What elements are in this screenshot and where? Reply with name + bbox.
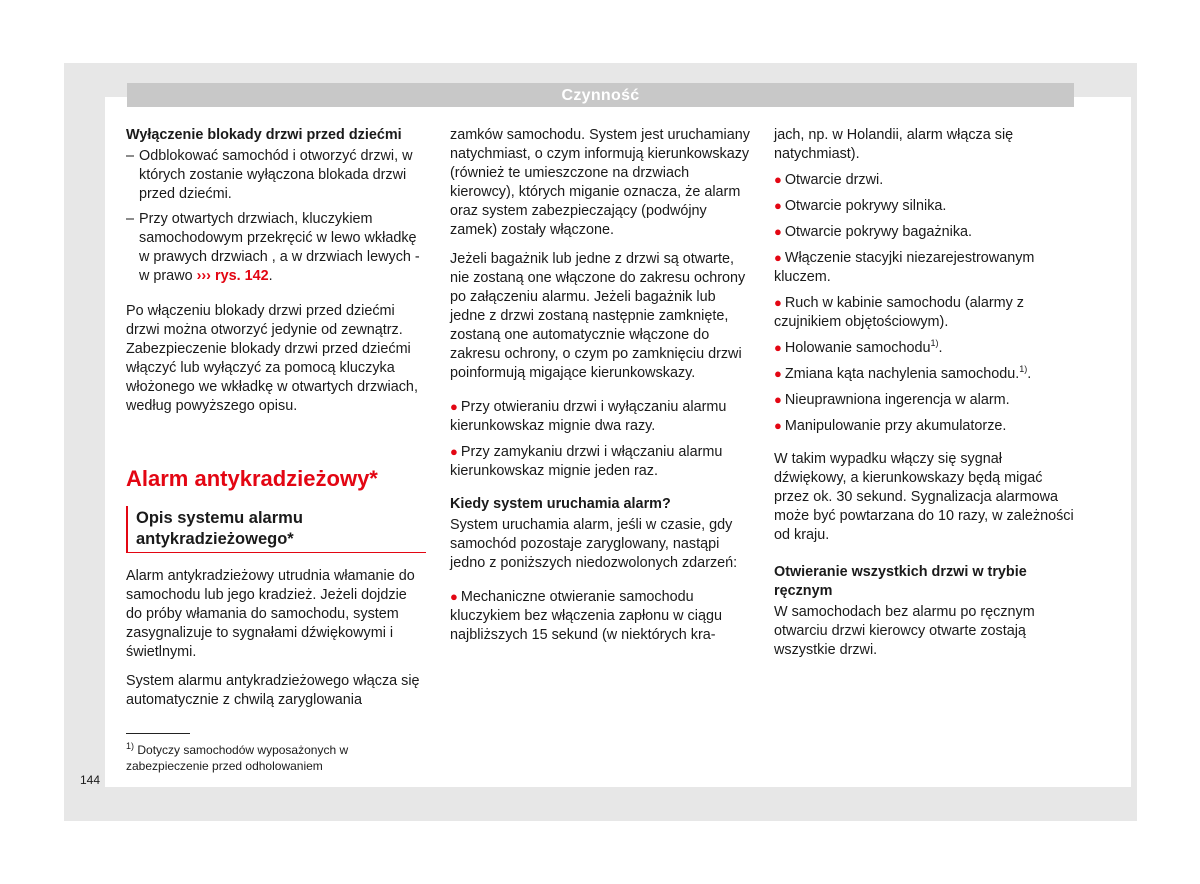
paragraph: W samochodach bez alarmu po ręcznym otwarciu drzwi kierowcy otwarte zostają wszystkie drzwi.: [774, 604, 1035, 658]
dash-item-text: Odblokować samochód i otworzyć drzwi, w których zostanie wyłączona blokada drzwi przed dziećmi.: [139, 148, 413, 202]
list-item: [450, 587, 750, 645]
column-3: [774, 126, 1074, 670]
bullet-icon: ●: [774, 198, 782, 213]
paragraph: Alarm antykradzieżowy utrudnia włamanie do samochodu lub jego kradzież. Jeżeli dojdzie do próby włamania do samochodu, system zasygnalizuje to sygnałami dźwiękowymi i świetlnymi.: [126, 568, 415, 660]
bullet-icon: ●: [774, 340, 782, 355]
figure-reference-link[interactable]: ››› rys. 142: [196, 268, 269, 284]
list-item-text: Przy otwieraniu drzwi i wyłączaniu alarmu kierunkowskaz mignie dwa razy.: [450, 399, 727, 434]
period: .: [268, 268, 273, 284]
list-item-text: Mechaniczne otwieranie samochodu kluczykiem bez włączenia zapłonu w ciągu najbliższych 15 sekund (w niektórych kra-: [450, 589, 722, 643]
paragraph: Po włączeniu blokady drzwi przed dziećmi drzwi można otworzyć jedynie od zewnątrz. Zabezpieczenie blokady drzwi przed dziećmi włączyć lub wyłączyć za pomocą kluczyka włożonego we wkładkę w otwartych drzwiach, według powyższego opisu.: [126, 303, 418, 414]
paragraph: System alarmu antykradzieżowego włącza się automatycznie z chwilą zaryglowania: [126, 673, 420, 708]
list-item-text: Otwarcie pokrywy silnika.: [784, 198, 947, 214]
footnote-mark: 1): [126, 741, 135, 751]
bullet-icon: ●: [774, 250, 782, 265]
bullet-icon: ●: [450, 589, 458, 604]
list-item: [774, 170, 1074, 190]
list-item-text: Otwarcie pokrywy bagażnika.: [784, 224, 973, 240]
list-item-text: Nieuprawniona ingerencja w alarm.: [784, 392, 1010, 408]
bullet-icon: ●: [774, 392, 782, 407]
footnote-divider: [126, 733, 190, 734]
bullet-icon: ●: [774, 172, 782, 187]
list-item: [774, 222, 1074, 242]
dash-marker: –: [126, 211, 135, 227]
dash-item-text: Przy otwartych drzwiach, kluczykiem samochodowym przekręcić w lewo wkładkę w prawych drzwiach , a w drzwiach lewych - w prawo: [139, 211, 420, 284]
dash-marker: –: [126, 148, 135, 164]
footnote-mark: 1): [1019, 364, 1028, 375]
list-item: [774, 248, 1074, 287]
section-header-bar: Czynność: [127, 83, 1074, 107]
list-item-text: Włączenie stacyjki niezarejestrowanym kluczem.: [774, 250, 1035, 285]
list-item: [450, 442, 750, 481]
manual-unlock-subheading: Otwieranie wszystkich drzwi w trybie ręcznym: [774, 564, 1027, 599]
column-2: [450, 126, 750, 651]
list-item-text: Holowanie samochodu: [784, 340, 931, 356]
alarm-trigger-subheading: Kiedy system uruchamia alarm?: [450, 496, 671, 512]
list-item-text: Przy zamykaniu drzwi i włączaniu alarmu kierunkowskaz mignie jeden raz.: [450, 444, 723, 479]
column-1: [126, 126, 426, 720]
list-item: [774, 293, 1074, 332]
list-item-text: Zmiana kąta nachylenia samochodu.: [784, 366, 1020, 382]
dash-item: [126, 147, 426, 204]
dash-item: [126, 210, 426, 286]
footnote-mark: 1): [930, 338, 939, 349]
period: .: [1027, 366, 1032, 382]
list-item: [774, 338, 1074, 358]
list-item: [774, 416, 1074, 436]
list-item: [774, 390, 1074, 410]
list-item-text: Manipulowanie przy akumulatorze.: [784, 418, 1007, 434]
footnote: [126, 742, 426, 774]
bullet-icon: ●: [774, 224, 782, 239]
paragraph: Jeżeli bagażnik lub jedne z drzwi są otwarte, nie zostaną one włączone do zakresu ochrony po załączeniu alarmu. Jeżeli bagażnik lub jedne z drzwi zostaną następnie zamknięte, zostaną one automatycznie włączone do zakresu ochrony, o czym po zamknięciu drzwi poinformują migające kierunkowskazy.: [450, 251, 746, 381]
list-item: [774, 196, 1074, 216]
bullet-icon: ●: [774, 418, 782, 433]
bullet-icon: ●: [450, 444, 458, 459]
paragraph: System uruchamia alarm, jeśli w czasie, gdy samochód pozostaje zaryglowany, nastąpi jedno z poniższych niedozwolonych zdarzeń:: [450, 517, 738, 571]
list-item-text: Ruch w kabinie samochodu (alarmy z czujnikiem objętościowym).: [774, 295, 1025, 330]
section-title: Alarm antykradzieżowy*: [126, 466, 378, 491]
list-item-text: Otwarcie drzwi.: [784, 172, 884, 188]
footnote-text: Dotyczy samochodów wyposażonych w zabezpieczenie przed odholowaniem: [126, 743, 349, 773]
list-item: [774, 364, 1074, 384]
child-lock-subheading: Wyłączenie blokady drzwi przed dziećmi: [126, 127, 402, 143]
page-number: 144: [80, 773, 101, 787]
subsection-title: Opis systemu alarmu antykradzieżowego*: [126, 506, 426, 553]
paragraph: jach, np. w Holandii, alarm włącza się natychmiast).: [774, 127, 1014, 162]
paragraph: W takim wypadku włączy się sygnał dźwiękowy, a kierunkowskazy będą migać przez ok. 30 sekund. Sygnalizacja alarmowa może być powtarzana do 10 razy, w zależności od kraju.: [774, 451, 1074, 543]
bullet-icon: ●: [774, 366, 782, 381]
period: .: [938, 340, 943, 356]
paragraph: zamków samochodu. System jest uruchamiany natychmiast, o czym informują kierunkowskazy (również te umieszczone na drzwiach kierowcy), których miganie oznacza, że alarm oraz system zabezpieczający (podwójny zamek) zostały włączone.: [450, 127, 750, 238]
list-item: [450, 397, 750, 436]
bullet-icon: ●: [450, 399, 458, 414]
bullet-icon: ●: [774, 295, 782, 310]
